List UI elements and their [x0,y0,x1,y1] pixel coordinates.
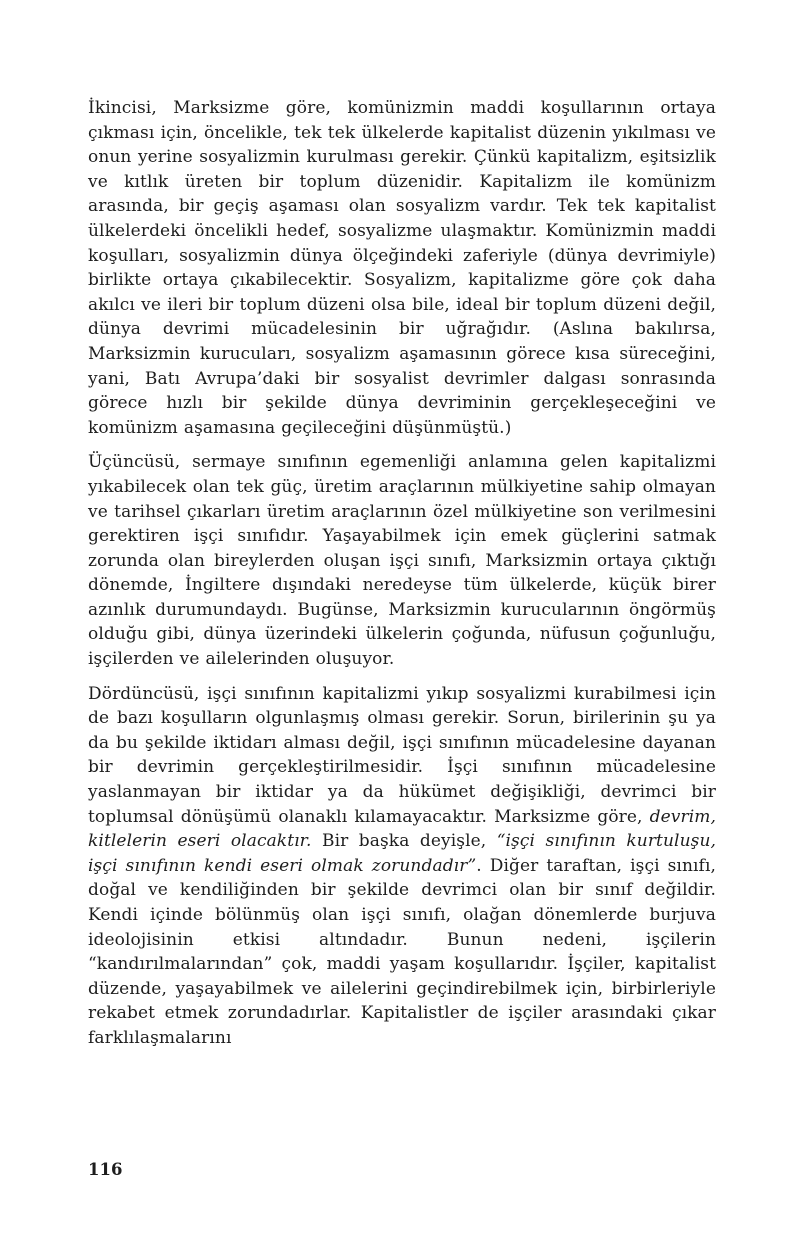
paragraph-text-italic: devrim, kitlelerin eseri olacaktır. [88,806,716,852]
page-text-block [88,96,716,1061]
paragraph-text: Bir başka deyişle, [311,831,497,852]
paragraph-text-italic-quote: “işçi sınıfının kurtuluşu, işçi sınıfının kendi eseri olmak zorundadır” [88,831,716,876]
paragraph-3 [88,682,716,1051]
paragraph-text: Üçüncüsü, sermaye sınıfının egemenliği anlamına gelen kapitalizmi yıkabilecek olan tek güç, üretim araçlarının mülkiyetine sahip olmayan ve tarihsel çıkarları üretim araçlarının özel mülkiyetine son verilmesini gerektiren işçi sınıfıdır. Yaşayabilmek için emek güçlerini satmak zorunda olan bireylerden oluşan işçi sınıfı, Marksizmin ortaya çıktığı dönemde, İngiltere dışındaki neredeyse tüm ülkelerde, küçük birer azınlık durumundaydı. Bugünse, Marksizmin kurucularının öngörmüş olduğu gibi, dünya üzerindeki ülkelerin çoğunda, nüfusun çoğunluğu, işçilerden ve ailelerinden oluşuyor. [88,452,716,670]
paragraph-text: Dördüncüsü, işçi sınıfının kapitalizmi yıkıp sosyalizmi kurabilmesi için de bazı koşulların olgunlaşmış olması gerekir. Sorun, birilerinin şu ya da bu şekilde iktidarı alması değil, işçi sınıfının mücadelesine dayanan bir devrimin gerçekleştirilmesidir. İşçi sınıfının mücadelesine yaslanmayan bir iktidar ya da hükümet değişikliği, devrimci bir toplumsal dönüşümü olanaklı kılamayacaktır. Marksizme göre, [88,683,716,827]
paragraph-text: İkincisi, Marksizme göre, komünizmin maddi koşullarının ortaya çıkması için, öncelikle, tek tek ülkelerde kapitalist düzenin yıkılması ve onun yerine sosyalizmin kurulması gerekir. Çünkü kapitalizm, eşitsizlik ve kıtlık üreten bir toplum düzenidir. Kapitalizm ile komünizm arasında, bir geçiş aşaması olan sosyalizm vardır. Tek tek kapitalist ülkelerdeki öncelikli hedef, sosyalizme ulaşmaktır. Komünizmin maddi koşulları, sosyalizmin dünya ölçeğindeki zaferiyle (dünya devrimiyle) birlikte ortaya çıkabilecektir. Sosyalizm, kapitalizme göre çok daha akılcı ve ileri bir toplum düzeni olsa bile, ideal bir toplum düzeni değil, dünya devrimi mücadelesinin bir uğrağıdır. (Aslına bakılırsa, Marksizmin kurucuları, sosyalizm aşamasının görece kısa süreceğini, yani, Batı Avrupa’daki bir sosyalist devrimler dalgası sonrasında görece hızlı bir şekilde dünya devriminin gerçekleşeceğini ve komünizm aşamasına geçileceğini düşünmüştü.) [88,98,716,438]
paragraph-text: . Diğer taraftan, işçi sınıfı, doğal ve kendiliğinden bir şekilde devrimci olan bir sınıf değildir. Kendi içinde bölünmüş olan işçi sınıfı, olağan dönemlerde burjuva ideolojisinin etkisi altındadır. Bunun nedeni, işçilerin “kandırılmalarından” çok, maddi yaşam koşullarıdır. İşçiler, kapitalist düzende, yaşayabilmek ve ailelerini geçindirebilmek için, birbirleriyle rekabet etmek zorundadırlar. Kapitalistler de işçiler arasındaki çıkar farklılaşmalarını [88,855,716,1048]
paragraph-1 [88,96,716,440]
paragraph-2 [88,450,716,671]
page-number: 116 [88,1160,123,1179]
